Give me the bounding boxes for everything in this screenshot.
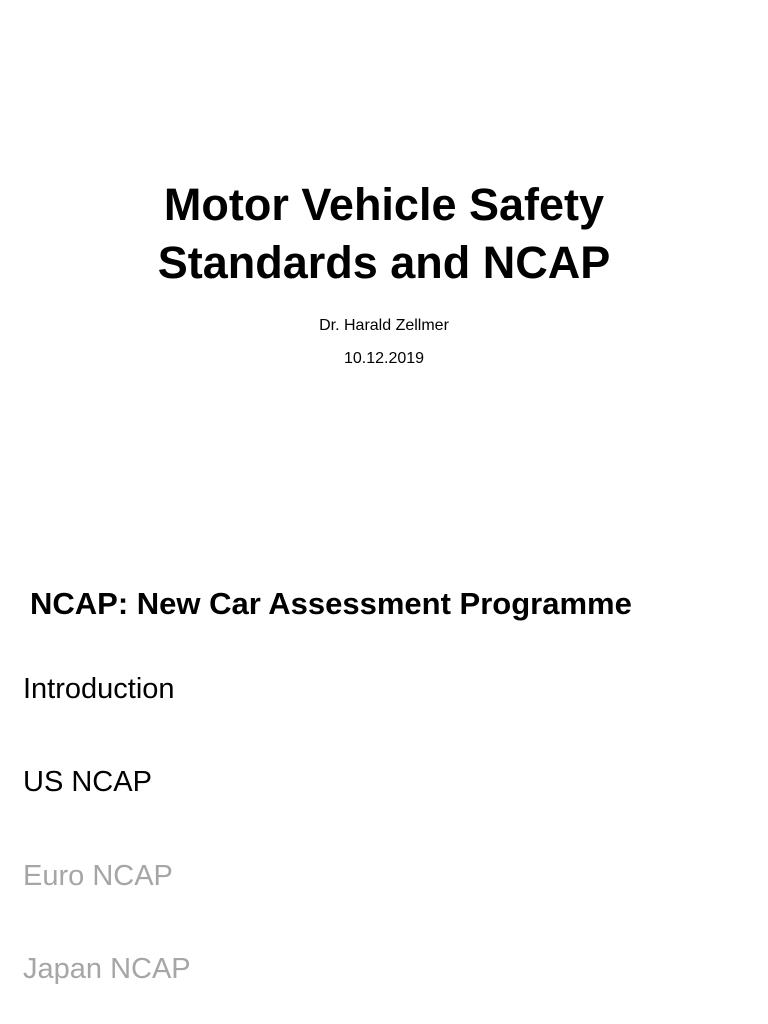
agenda-item-introduction: Introduction <box>23 673 175 705</box>
author-name: Dr. Harald Zellmer <box>319 317 449 334</box>
title-line-2: Standards and NCAP <box>157 237 611 288</box>
agenda-item-japan-ncap: Japan NCAP <box>23 953 191 985</box>
presentation-title <box>0 176 768 292</box>
agenda-item-euro-ncap: Euro NCAP <box>23 860 173 892</box>
section-heading: NCAP: New Car Assessment Programme <box>30 586 632 621</box>
title-line-1: Motor Vehicle Safety <box>163 179 605 230</box>
presentation-date: 10.12.2019 <box>343 350 425 367</box>
agenda-item-us-ncap: US NCAP <box>23 766 152 798</box>
